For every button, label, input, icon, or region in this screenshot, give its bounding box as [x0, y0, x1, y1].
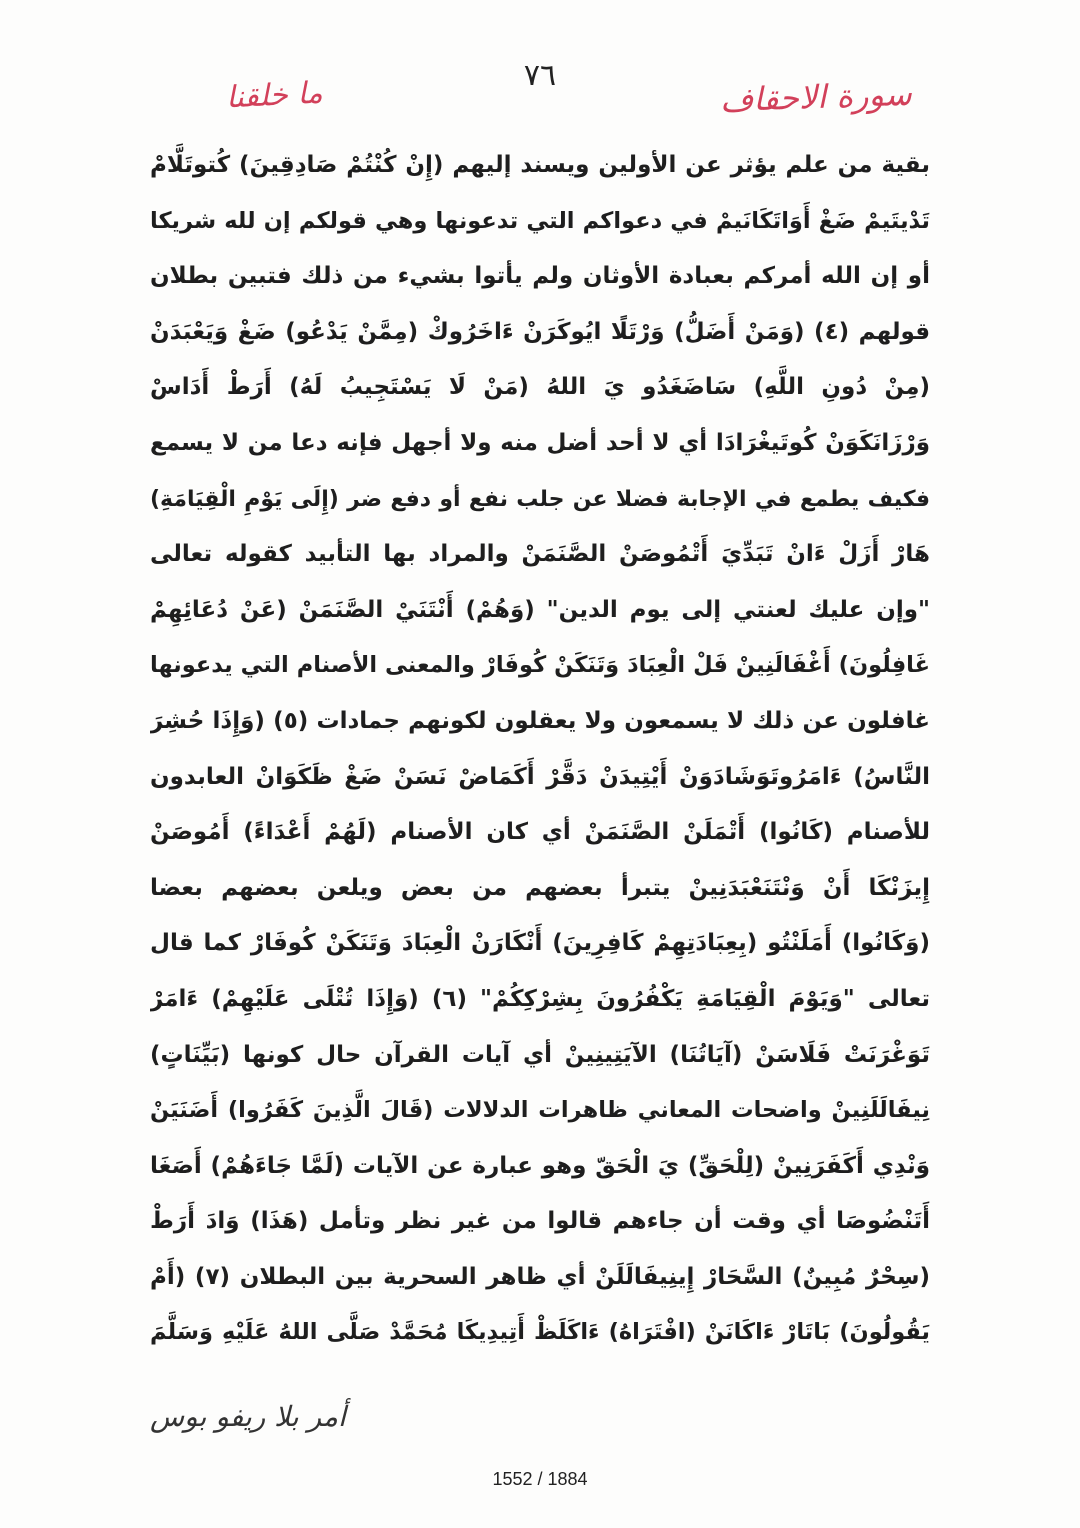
text-line: هَارْ أَزَلْ ءَانْ تَبَدِّيَ أَتْمُوصَنْ الصَّنَمَنْ والمراد بها التأبيد كقوله تعالى — [150, 541, 930, 568]
text-line: (وَكَانُوا) أَمَلَنْتُو (بِعِبَادَتِهِمْ كَافِرِينَ) أَنْكَارَنْ الْعِبَادَ وَتَنَكَنْ كُوفَارْ كما قال — [150, 930, 930, 957]
page-number: ٧٦ — [523, 58, 557, 93]
body-text — [150, 138, 930, 1361]
handwritten-section-note: ما خلقنا — [225, 75, 324, 116]
text-line: تعالى "وَيَوْمَ الْقِيَامَةِ يَكْفُرُونَ بِشِرْكِكُمْ" (٦) (وَإِذَا تُتْلَى عَلَيْهِمْ) ءَامَرْ — [150, 985, 930, 1012]
text-line: إِيزَنْكَا أَنْ وَنْتَنَعْبَدَنِينْ يتبرأ بعضهم من بعض ويلعن بعضهم بعضا — [150, 874, 930, 901]
text-line: أَتَنْضُوصَا أي وقت أن جاءهم قالوا من غير نظر وتأمل (هَذَا) وَادَ أَرَطْ — [150, 1208, 930, 1235]
text-line: غَافِلُونَ) أَغْفَالَنِينْ فَلْ الْعِبَادَ وَتَنَكَنْ كُوفَارْ والمعنى الأصنام التي يدعونها — [150, 652, 930, 679]
text-line: "وإن عليك لعنتي إلى يوم الدين" (وَهُمْ) أَنْتَنَيْ الصَّنَمَنْ (عَنْ دُعَائِهِمْ — [150, 596, 930, 623]
text-line: تَدْيتَيمْ ضَغْ أَوَاتَكَانَيمْ في دعواكم التي تدعونها وهي قولكم إن لله شريكا — [150, 207, 930, 234]
text-line: (مِنْ دُونِ اللَّهِ) سَاضَغَدُو يَ اللهُ (مَنْ لَا يَسْتَجِيبُ لَهُ) أَرَطْ أَدَاسْ — [150, 374, 930, 401]
text-line: (سِحْرٌ مُبِينٌ) السَّحَارْ إِينِيفَالَلَنْ أي ظاهر السحرية بين البطلان (٧) (أَمْ — [150, 1263, 930, 1290]
text-line: وَنْدِي أَكَفَرَنِينْ (لِلْحَقِّ) يَ الْحَقّ وهو عبارة عن الآيات (لَمَّا جَاءَهُمْ) أَصَغَا — [150, 1152, 930, 1179]
text-line: يَقُولُونَ) بَاتَارْ ءَاكَانَنْ (افْتَرَاهُ) ءَاكَلَظْ أَتِيدِيكَا مُحَمَّدْ صَلَّى اللهُ عَلَيْهِ وَسَلَّمَ — [150, 1319, 930, 1346]
text-line: تَوَغْرَنَتْ فَلَاسَنْ (آيَاتُنَا) الآيَتِينِينْ أي آيات القرآن حال كونها (بَيِّنَاتٍ) — [150, 1041, 930, 1068]
handwritten-signature: أمر بلا ريفو بوس — [150, 1400, 346, 1433]
page-counter: 1552 / 1884 — [492, 1469, 588, 1489]
text-line: غافلون عن ذلك لا يسمعون ولا يعقلون لكونهم جمادات (٥) (وَإِذَا حُشِرَ — [150, 707, 930, 734]
text-line: النَّاسُ) ءَامَرُوتَوَشَادَوَنْ أَيْتِيدَنْ دَقَّرْ أَكَمَاضْ نَسَنْ ضَغْ ظَكَوَانْ العابدون — [150, 763, 930, 790]
text-line: قولهم (٤) (وَمَنْ أَضَلُّ) وَرْتَلًا ايُوكَرَنْ ءَاخَرُوكْ (مِمَّنْ يَدْعُو) ضَغْ وَيَعْبَدَنْ — [150, 318, 930, 345]
text-line: وَرْزَانَكَوَنْ كُوتَيغْرَادَا أي لا أحد أضل منه ولا أجهل فإنه دعا من لا يسمع — [150, 429, 930, 456]
text-line: للأصنام (كَانُوا) أَتْمَلَنْ الصَّنَمَنْ أي كان الأصنام (لَهُمْ أَعْدَاءً) أَمُوصَنْ — [150, 819, 930, 846]
text-line: أو إن الله أمركم بعبادة الأوثان ولم يأتوا بشيء من ذلك فتبين بطلان — [150, 263, 930, 290]
handwritten-surah-note: سورة الاحقاف — [719, 74, 913, 120]
text-line: بقية من علم يؤثر عن الأولين ويسند إليهم (إِنْ كُنْتُمْ صَادِقِينَ) كُتوتَلَّامْ — [150, 152, 930, 178]
text-line: فكيف يطمع في الإجابة فضلا عن جلب نفع أو دفع ضر (إِلَى يَوْمِ الْقِيَامَةِ) — [150, 486, 930, 512]
text-line: نِيفَالَلَنِينْ واضحات المعاني ظاهرات الدلالات (قَالَ الَّذِينَ كَفَرُوا) أَضَنَيَنْ — [150, 1097, 930, 1124]
